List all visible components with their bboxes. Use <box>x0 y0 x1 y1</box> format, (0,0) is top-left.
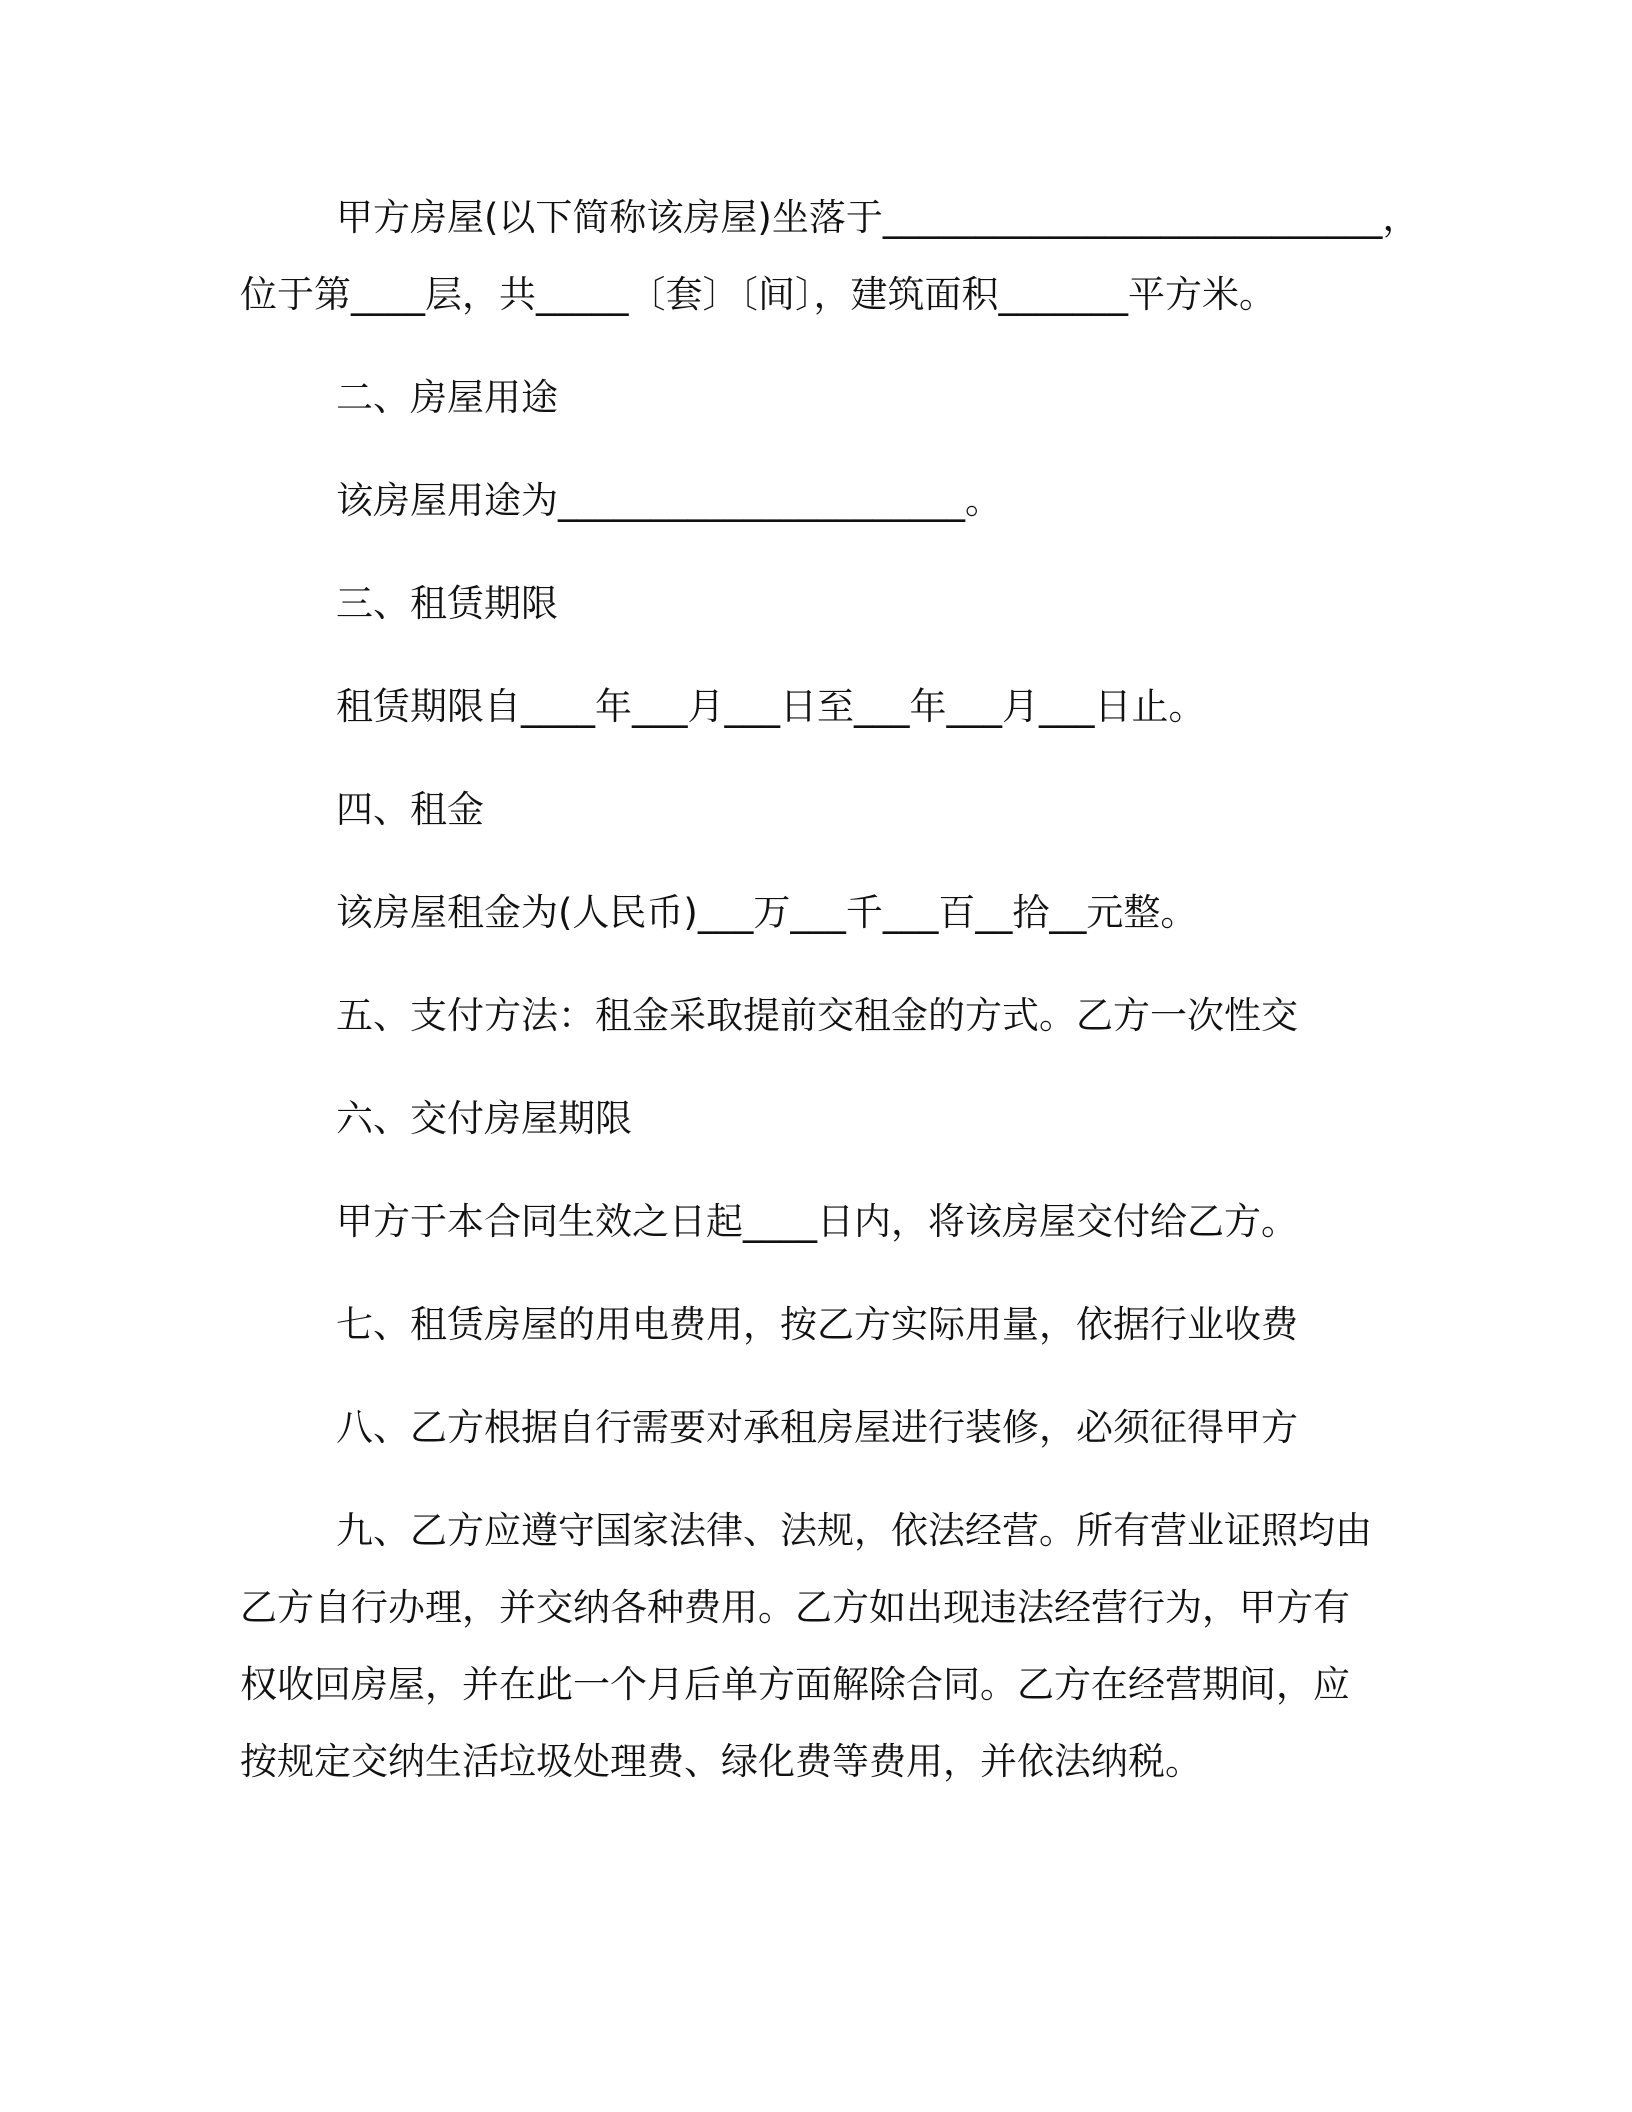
section-renovation: 八、乙方根据自行需要对承租房屋进行装修，必须征得甲方 <box>336 1406 1298 1449</box>
section-compliance-line-3: 权收回房屋，并在此一个月后单方面解除合同。乙方在经营期间，应 <box>240 1663 1350 1706</box>
section-heading-usage: 二、房屋用途 <box>336 376 558 419</box>
paragraph-usage: 该房屋用途为______________________。 <box>336 479 1002 522</box>
paragraph-location-line-2: 位于第____层，共_____〔套〕〔间〕，建筑面积_______平方米。 <box>240 273 1276 316</box>
paragraph-term: 租赁期限自____年___月___日至___年___月___日止。 <box>336 685 1206 728</box>
paragraph-rent: 该房屋租金为(人民币)___万___千___百__拾__元整。 <box>336 891 1198 934</box>
section-compliance-line-1: 九、乙方应遵守国家法律、法规，依法经营。所有营业证照均由 <box>336 1509 1372 1552</box>
section-electricity: 七、租赁房屋的用电费用，按乙方实际用量，依据行业收费 <box>336 1303 1298 1346</box>
section-compliance-line-2: 乙方自行办理，并交纳各种费用。乙方如出现违法经营行为，甲方有 <box>240 1586 1350 1629</box>
paragraph-location-line-1: 甲方房屋(以下简称该房屋)坐落于___________________________， <box>336 196 1420 239</box>
section-heading-term: 三、租赁期限 <box>336 582 558 625</box>
section-heading-rent: 四、租金 <box>336 788 484 831</box>
paragraph-delivery: 甲方于本合同生效之日起____日内，将该房屋交付给乙方。 <box>336 1200 1298 1243</box>
section-heading-delivery: 六、交付房屋期限 <box>336 1097 632 1140</box>
section-compliance-line-4: 按规定交纳生活垃圾处理费、绿化费等费用，并依法纳税。 <box>240 1740 1202 1783</box>
section-payment-method: 五、支付方法：租金采取提前交租金的方式。乙方一次性交 <box>336 994 1298 1037</box>
